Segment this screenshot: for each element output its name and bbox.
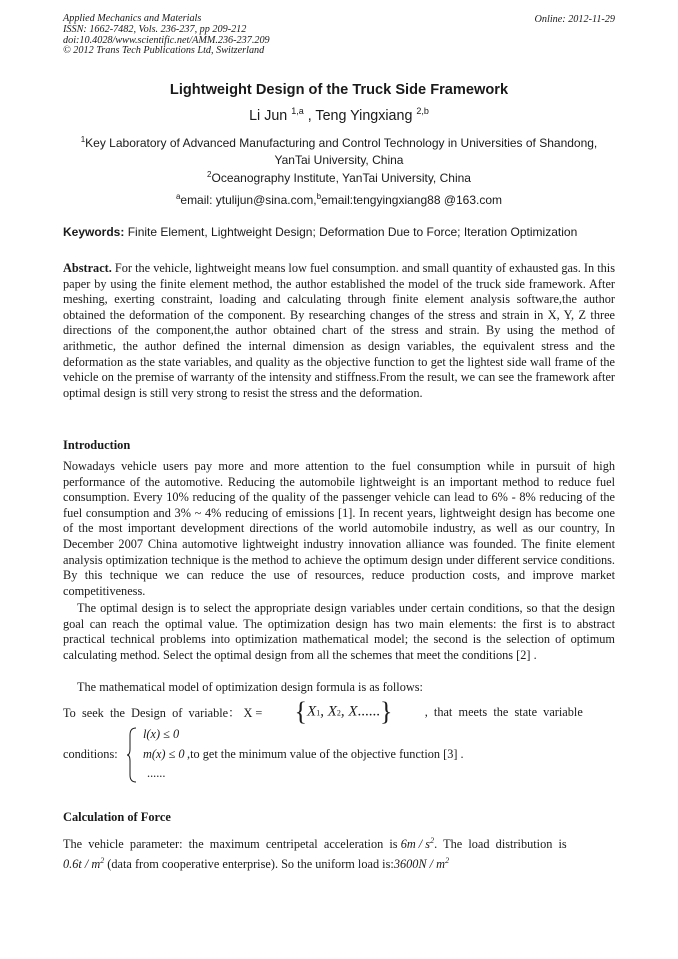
- abstract: [63, 261, 615, 401]
- left-brace: [126, 727, 138, 783]
- affil-text: Key Laboratory of Advanced Manufacturing and Control Technology in Universities of Shandong, YanTai University, China: [85, 136, 598, 167]
- issn-line: ISSN: 1662-7482, Vols. 236-237, pp 209-212: [63, 23, 247, 35]
- force-line-2: [63, 856, 615, 872]
- section-heading-introduction: Introduction: [63, 438, 131, 452]
- keywords: [63, 225, 615, 239]
- doi-line: doi:10.4028/www.scientific.net/AMM.236-237.209: [63, 34, 270, 46]
- author-line: [0, 106, 678, 124]
- set-subscript: 2: [336, 708, 341, 718]
- conditions-block: [63, 727, 615, 785]
- conditions-label: conditions:: [63, 747, 118, 761]
- copyright-line: © 2012 Trans Tech Publications Ltd, Switzerland: [63, 45, 265, 57]
- author-name: Teng Yingxiang: [315, 107, 417, 124]
- author-separator: ,: [303, 107, 316, 124]
- author-affil-sup: 2,b: [416, 106, 429, 116]
- design-variable-line: [63, 698, 615, 726]
- variable-set: {X1, X2, X......}: [294, 697, 393, 726]
- uniform-sup: 2: [445, 856, 450, 865]
- set-subscript: 1: [316, 708, 321, 718]
- intro-paragraph-1: Nowadays vehicle users pay more and more attention to the fuel consumption while in pursuit of high performance of the automotive. Reducing the automobile lightweight is an important method to reduce fuel consumption. Every 10% reducing of the quality of the passenger vehicle can lead to 6% - 8% reducing of the fuel consumption and 3% ~ 4% reducing of emissions [1]. In recent years, lightweight design has become one of the most important development directions of the world automobile industry, as well as our country, In December 2007 China automotive lightweight industry innovation alliance was founded. The finite element analysis optimization technique is the method to achieve the optimum design under different service conditions. By this technique we can reduce the use of resources, reduce production costs, and improve market competitiveness.: [63, 459, 615, 598]
- condition-ellipsis: ......: [147, 766, 166, 780]
- load-value: [63, 857, 104, 871]
- force-text: . The load distribution is: [434, 837, 567, 852]
- abstract-text: For the vehicle, lightweight means low fuel consumption. and small quantity of exhausted gas. In this paper by using the finite element method, the author established the model of the truck side framework. After meshing, exerting constraint, loading and calculating through finite element analysis software,the author obtained the deformation of the component. By researching changes of the stress and strain in X, Y, Z three directions of the component,the author obtained chart of the stress and strain. By using the method of arithmetic, the author defined the internal dimension as design variables, the equivalent stress and the deformation as the state variables, and quality as the objective function to get the lightest side wall frame of the vehicle on the premise of warranty of the intensity and stiffness.From the result, we can see the framework after optimal design is still very strong to resist the stress and the deformation.: [63, 261, 615, 400]
- accel-sup: 2: [430, 836, 435, 845]
- intro-paragraph-3: The mathematical model of optimization design formula is as follows:: [77, 680, 423, 694]
- affil-text: Oceanography Institute, YanTai University, China: [211, 171, 471, 185]
- affil-sup: 1: [80, 135, 86, 144]
- email-sup: b: [316, 192, 322, 201]
- condition-l: l(x) ≤ 0: [143, 727, 180, 741]
- author-name: Li Jun: [249, 107, 292, 124]
- email-sup: a: [175, 192, 181, 201]
- author-affil-sup: 1,a: [291, 106, 304, 116]
- uniform-load-value: [394, 857, 449, 871]
- load-text: 0.6t / m: [63, 857, 101, 872]
- acceleration-value: [401, 837, 434, 851]
- journal-name: Applied Mechanics and Materials: [63, 13, 202, 24]
- set-element: X: [327, 703, 337, 720]
- conditions-suffix: ,to get the minimum value of the objective function [3] .: [187, 747, 464, 761]
- set-ellipsis: ......: [357, 703, 381, 720]
- uniform-text: 3600N / m: [393, 857, 446, 872]
- keywords-label: Keywords:: [63, 225, 125, 239]
- seek-prefix: To seek the Design of variable： X =: [63, 706, 263, 720]
- email-a: email: ytulijun@sina.com,: [180, 193, 317, 207]
- set-element: X: [348, 703, 358, 720]
- journal-header: [63, 14, 270, 57]
- force-text: The vehicle parameter: the maximum centripetal acceleration is: [63, 837, 398, 852]
- affiliation-2: [63, 166, 615, 187]
- affiliation-1: [63, 131, 615, 169]
- online-date: Online: 2012-11-29: [534, 14, 615, 25]
- condition-m: m(x) ≤ 0: [143, 747, 185, 761]
- paper-title: Lightweight Design of the Truck Side Framework: [169, 82, 509, 98]
- section-heading-force: Calculation of Force: [63, 810, 171, 824]
- load-sup: 2: [100, 856, 105, 865]
- set-element: X: [307, 703, 317, 720]
- email-line: [63, 188, 615, 209]
- force-text: (data from cooperative enterprise). So the uniform load is:: [104, 857, 394, 872]
- affil-sup: 2: [207, 170, 212, 179]
- intro-paragraph-2: The optimal design is to select the appropriate design variables under certain conditions, so that the design goal can reach the optimal value. The optimization design has two main elements: the first is to abstract practical technical problems into optimization mathematical model; the second is the selection of optimum calculating method. Select the optimal design from all the schemes that meet the conditions [2] .: [63, 601, 615, 662]
- accel-text: 6m / s: [400, 837, 431, 852]
- seek-suffix: , that meets the state variable: [424, 704, 583, 719]
- email-b: email:tengyingxiang88 @163.com: [321, 193, 503, 207]
- keywords-text: Finite Element, Lightweight Design; Deformation Due to Force; Iteration Optimization: [124, 225, 578, 239]
- force-line-1: [63, 836, 615, 852]
- abstract-label: Abstract.: [63, 261, 112, 275]
